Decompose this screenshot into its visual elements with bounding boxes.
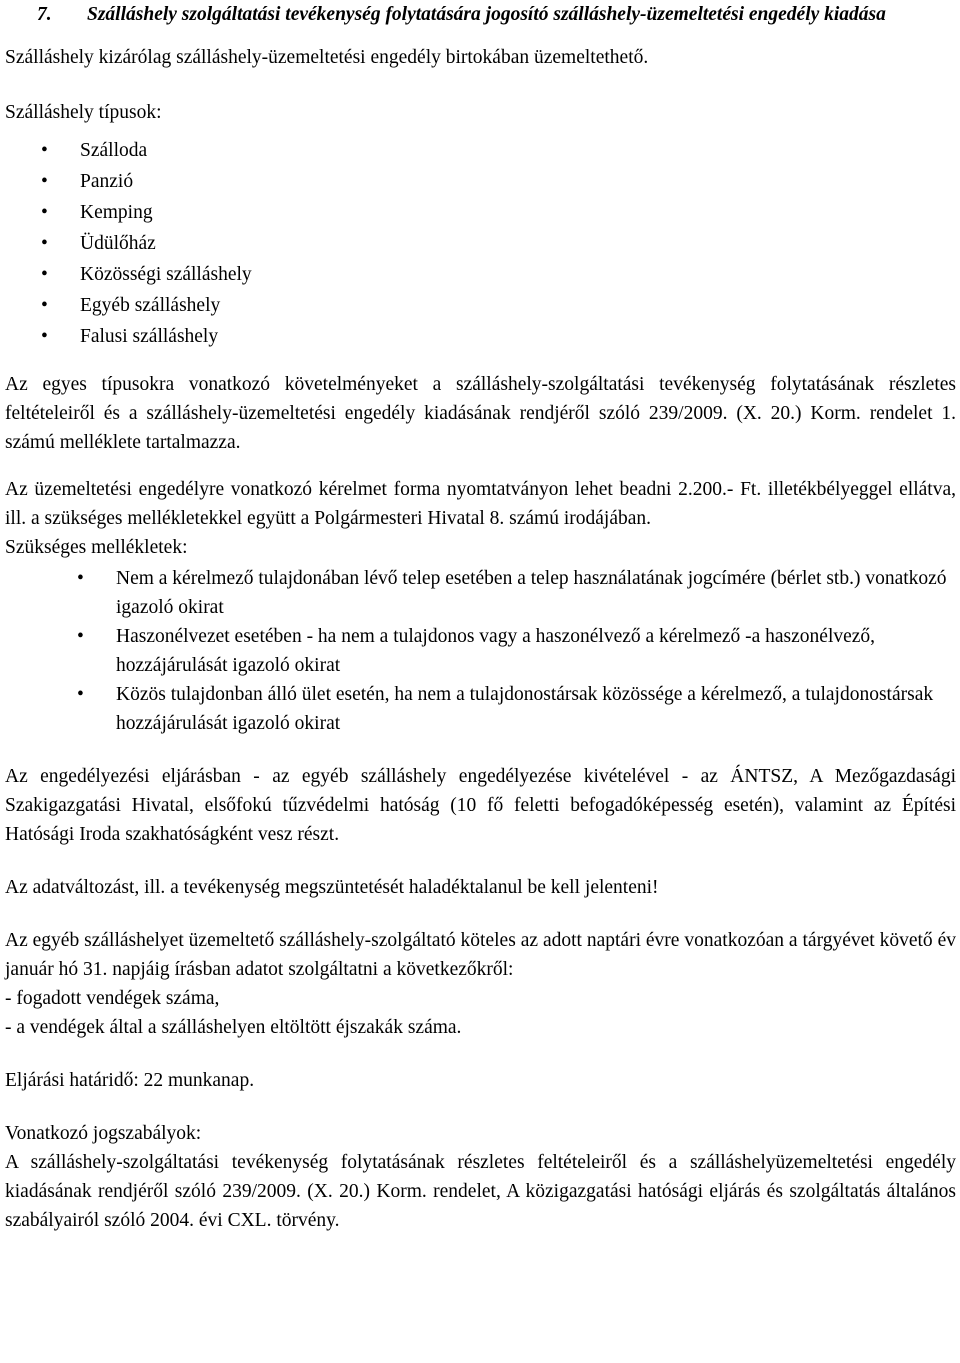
requirements-paragraph: Az egyes típusokra vonatkozó követelményeket a szálláshely-szolgáltatási tevékenység folytatásának részletes feltételeiről és a szálláshely-üzemeltetési engedély kiadásának rendjéről szóló 239/2009. (X. 20.) Korm. rendelet 1. számú melléklete tartalmazza. (5, 374, 956, 453)
bullet-icon: • (77, 568, 84, 589)
legislation-label: Vonatkozó jogszabályok: (5, 1123, 202, 1144)
reporting-item-nights: - a vendégek által a szálláshelyen eltöltött éjszakák száma. (5, 1017, 462, 1038)
bullet-icon: • (41, 295, 48, 316)
list-item: • Szálloda (5, 135, 956, 166)
procedure-paragraph: Az engedélyezési eljárásban - az egyéb szálláshely engedélyezése kivételével - az ÁNTSZ, A Mezőgazdasági Szakigazgatási Hivatal, elsőfokú tűzvédelmi hatóság (10 fő feletti befogadóképesség esetén), valamint az Építési Hatósági Iroda szakhatóságként vesz részt. (5, 766, 956, 845)
list-item: • Kemping (5, 197, 956, 228)
section-heading (5, 0, 956, 29)
bullet-icon: • (41, 202, 48, 223)
intro-paragraph: Szálláshely kizárólag szálláshely-üzemeltetési engedély birtokában üzemeltethető. (5, 47, 649, 68)
application-paragraph: Az üzemeltetési engedélyre vonatkozó kérelmet forma nyomtatványon lehet beadni 2.200.- Ft. illetékbélyeggel ellátva, ill. a szükséges mellékletekkel együtt a Polgármesteri Hivatal 8. számú irodájában. (5, 479, 956, 529)
list-item: • Egyéb szálláshely (5, 290, 956, 321)
bullet-icon: • (41, 264, 48, 285)
types-label: Szálláshely típusok: (5, 102, 162, 123)
attachments-label: Szükséges mellékletek: (5, 537, 188, 558)
bullet-icon: • (41, 233, 48, 254)
list-item: • Haszonélvezet esetében - ha nem a tulajdonos vagy a haszonélvező a kérelmező -a haszonélvező, hozzájárulását igazoló okirat (5, 622, 956, 680)
reporting-item-guests: - fogadott vendégek száma, (5, 988, 220, 1009)
reporting-paragraph: Az egyéb szálláshelyet üzemeltető szálláshely-szolgáltató köteles az adott naptári évre vonatkozóan a tárgyévet követő év január hó 31. napjáig írásban adatot szolgáltatni a következőkről: (5, 930, 956, 980)
section-number: 7. (37, 4, 52, 25)
bullet-icon: • (77, 626, 84, 647)
deadline-paragraph: Eljárási határidő: 22 munkanap. (5, 1070, 255, 1091)
section-title: Szálláshely szolgáltatási tevékenység folytatására jogosító szálláshely-üzemeltetési engedély kiadása (87, 4, 886, 25)
types-list (5, 135, 956, 352)
bullet-icon: • (41, 140, 48, 161)
bullet-icon: • (77, 684, 84, 705)
legislation-paragraph: A szálláshely-szolgáltatási tevékenység folytatásának részletes feltételeiről és a szálláshelyüzemeltetési engedély kiadásának rendjéről szóló 239/2009. (X. 20.) Korm. rendelet, A közigazgatási hatósági eljárás és szolgáltatás általános szabályairól szóló 2004. évi CXL. törvény. (5, 1152, 956, 1231)
list-item: • Közös tulajdonban álló ület esetén, ha nem a tulajdonostársak közössége a kérelmező, a tulajdonostársak hozzájárulását igazoló okirat (5, 680, 956, 738)
list-item: • Közösségi szálláshely (5, 259, 956, 290)
list-item: • Nem a kérelmező tulajdonában lévő telep esetében a telep használatának jogcímére (bérlet stb.) vonatkozó igazoló okirat (5, 564, 956, 622)
bullet-icon: • (41, 326, 48, 347)
list-item: • Üdülőház (5, 228, 956, 259)
bullet-icon: • (41, 171, 48, 192)
list-item: • Panzió (5, 166, 956, 197)
change-notice-paragraph: Az adatváltozást, ill. a tevékenység megszüntetését haladéktalanul be kell jelenteni! (5, 877, 659, 898)
list-item: • Falusi szálláshely (5, 321, 956, 352)
attachments-list (5, 564, 956, 738)
